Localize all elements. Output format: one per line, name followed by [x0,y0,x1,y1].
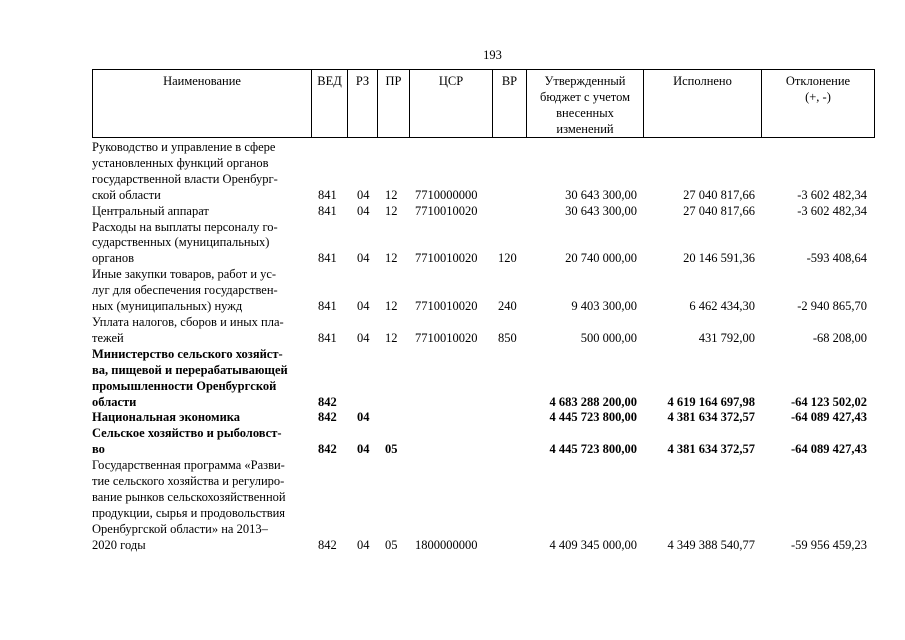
row-name: Центральный аппарат [92,203,209,218]
cell-budget: 4 445 723 800,00 [549,442,637,457]
cell-deviation: -64 123 502,02 [790,394,867,409]
cell-pr: 12 [385,299,398,314]
row-name: Национальная экономика [92,410,241,425]
header-budget: Утвержденный бюджет с учетом внесенных изменений [526,70,643,137]
table-row [92,347,875,411]
cell-budget: 20 740 000,00 [565,251,637,266]
cell-vr: 850 [498,330,517,345]
cell-done: 20 146 591,36 [683,251,755,266]
cell-ved: 842 [318,410,337,425]
row-name: Иные закупки товаров, работ и ус- луг для обеспечения государствен- ных (муниципальных) нужд [92,267,278,314]
table-row [92,220,875,268]
cell-ved: 842 [318,394,337,409]
cell-deviation: -3 602 482,34 [797,187,867,202]
table-body [92,140,875,554]
header-rz: РЗ [347,70,377,137]
table-row [92,315,875,347]
cell-ved: 841 [318,187,337,202]
cell-done: 6 462 434,30 [689,299,755,314]
cell-budget: 9 403 300,00 [571,299,637,314]
row-name: Расходы на выплаты персоналу го- сударственных (муниципальных) органов [92,219,278,266]
cell-vr: 120 [498,251,517,266]
cell-done: 27 040 817,66 [683,203,755,218]
cell-done: 4 381 634 372,57 [667,410,755,425]
cell-csr: 7710000000 [415,187,478,202]
cell-csr: 7710010020 [415,251,478,266]
cell-deviation: -68 208,00 [812,330,867,345]
table-row [92,410,875,426]
cell-rz: 04 [357,203,370,218]
cell-ved: 841 [318,251,337,266]
cell-done: 4 619 164 697,98 [667,394,755,409]
cell-pr: 12 [385,187,398,202]
header-pr: ПР [377,70,409,137]
cell-deviation: -593 408,64 [806,251,867,266]
cell-budget: 30 643 300,00 [565,187,637,202]
row-name: Государственная программа «Разви- тие сельского хозяйства и регулиро- вание рынков сельскохозяйственной продукции, сырья и продовольствия Оренбургской области» на 2013– 2020 годы [92,458,286,552]
cell-pr: 05 [385,442,398,457]
table-row [92,204,875,220]
cell-pr: 12 [385,330,398,345]
table-header [92,69,875,138]
cell-budget: 30 643 300,00 [565,203,637,218]
cell-ved: 842 [318,442,337,457]
cell-vr: 240 [498,299,517,314]
cell-csr: 1800000000 [415,537,478,552]
page-number: 193 [483,48,502,62]
header-done: Исполнено [643,70,761,137]
cell-budget: 500 000,00 [580,330,637,345]
row-name: Руководство и управление в сфере установленных функций органов государственной власти Оренбург- ской области [92,140,278,202]
cell-deviation: -59 956 459,23 [790,537,867,552]
header-vr: ВР [492,70,526,137]
cell-deviation: -2 940 865,70 [797,299,867,314]
row-name: Сельское хозяйство и рыболовст- во [92,426,282,457]
cell-rz: 04 [357,330,370,345]
cell-deviation: -64 089 427,43 [790,410,867,425]
header-name: Наименование [163,74,241,88]
cell-csr: 7710010020 [415,299,478,314]
table-row [92,458,875,553]
cell-ved: 842 [318,537,337,552]
cell-csr: 7710010020 [415,330,478,345]
cell-rz: 04 [357,537,370,552]
cell-csr: 7710010020 [415,203,478,218]
row-name: Министерство сельского хозяйст- ва, пищевой и перерабатывающей промышленности Оренбургской области [92,346,288,409]
cell-rz: 04 [357,187,370,202]
cell-budget: 4 445 723 800,00 [549,410,637,425]
cell-budget: 4 683 288 200,00 [549,394,637,409]
row-name: Уплата налогов, сборов и иных пла- тежей [92,314,284,345]
cell-rz: 04 [357,410,370,425]
cell-ved: 841 [318,330,337,345]
cell-rz: 04 [357,251,370,266]
cell-done: 4 349 388 540,77 [667,537,755,552]
cell-done: 431 792,00 [698,330,755,345]
cell-budget: 4 409 345 000,00 [549,537,637,552]
cell-deviation: -64 089 427,43 [790,442,867,457]
cell-pr: 05 [385,537,398,552]
table-row [92,426,875,458]
cell-pr: 12 [385,251,398,266]
header-csr: ЦСР [409,70,492,137]
cell-done: 4 381 634 372,57 [667,442,755,457]
cell-ved: 841 [318,299,337,314]
cell-done: 27 040 817,66 [683,187,755,202]
header-deviation: Отклонение (+, -) [761,70,874,137]
table-row [92,267,875,315]
table-row [92,140,875,204]
cell-rz: 04 [357,299,370,314]
cell-rz: 04 [357,442,370,457]
cell-pr: 12 [385,203,398,218]
cell-ved: 841 [318,203,337,218]
header-ved: ВЕД [311,70,347,137]
cell-deviation: -3 602 482,34 [797,203,867,218]
